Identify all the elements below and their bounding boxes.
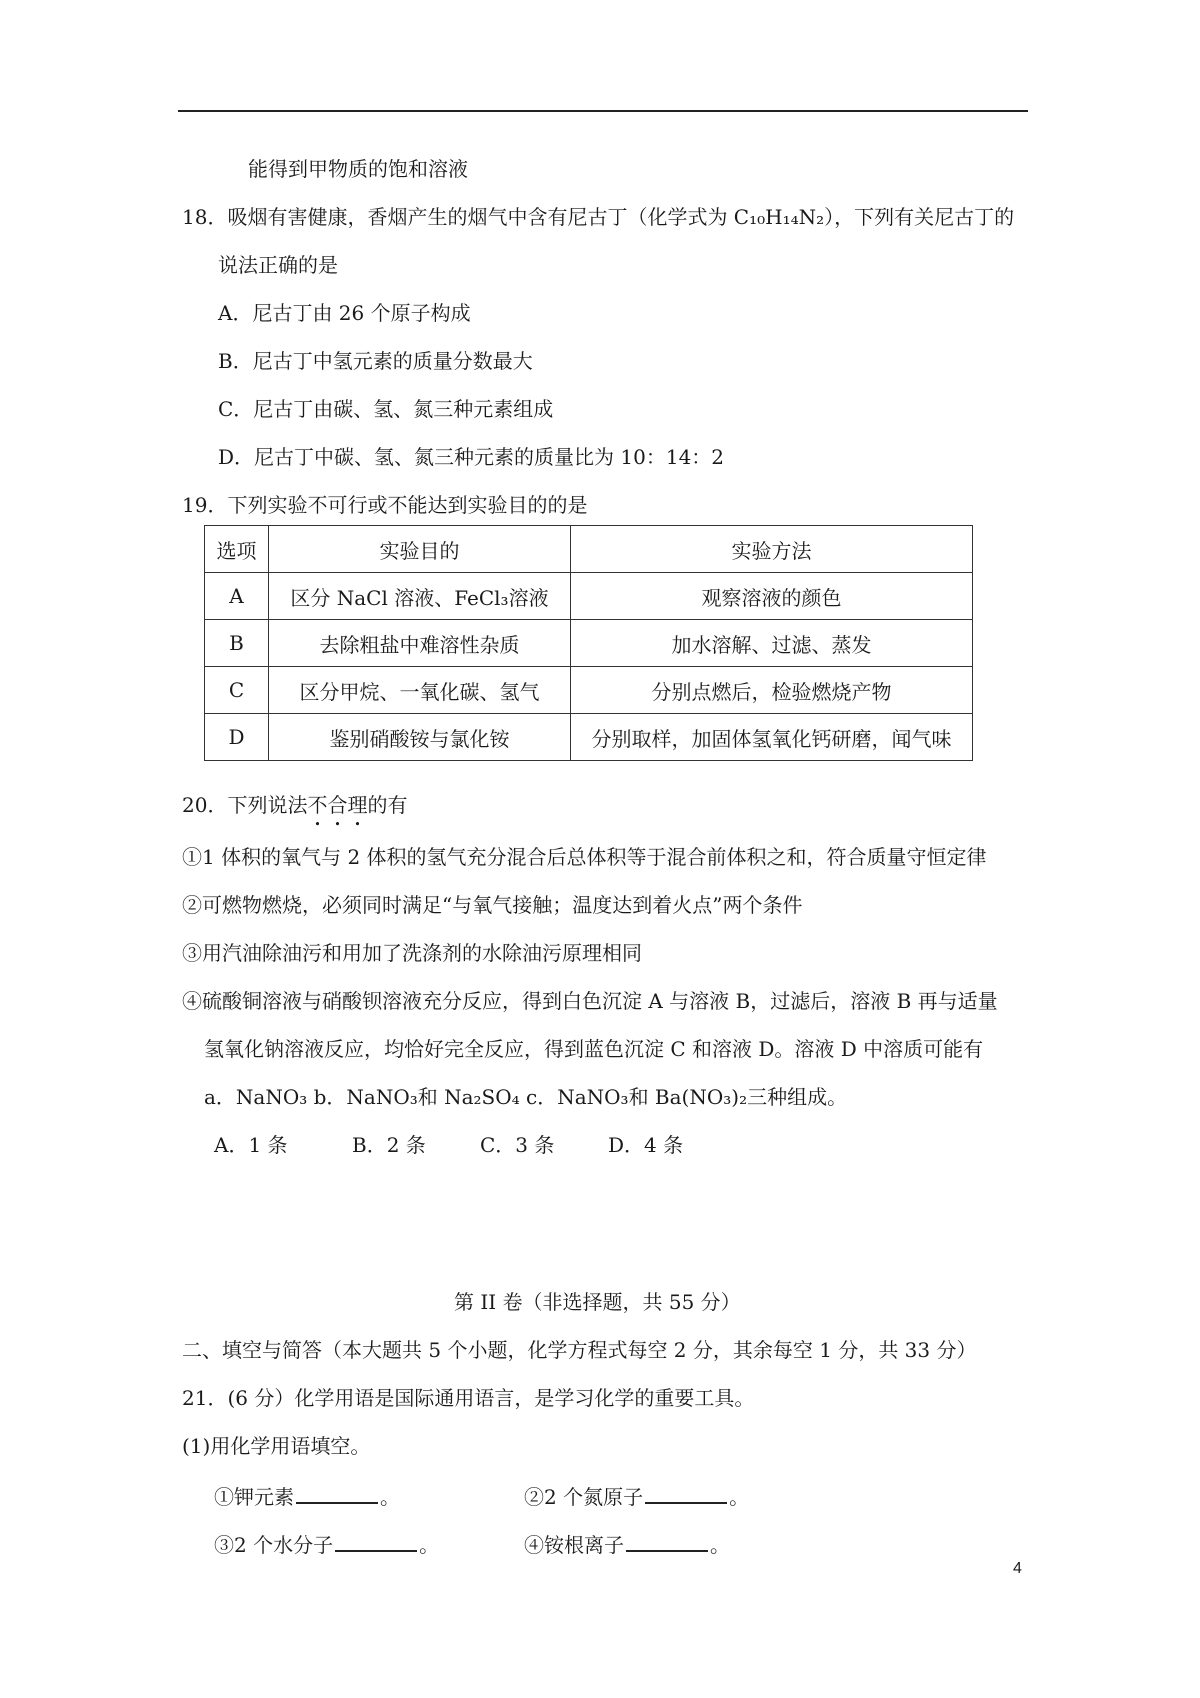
table-cell: D	[205, 714, 269, 761]
table-cell: 去除粗盐中难溶性杂质	[269, 620, 571, 667]
fill-item	[524, 1482, 749, 1509]
q18-option-b: B．尼古丁中氢元素的质量分数最大	[218, 349, 533, 373]
table-row	[205, 620, 973, 667]
q18-stem-line2: 说法正确的是	[218, 253, 338, 277]
table-cell: 观察溶液的颜色	[571, 573, 973, 620]
table-cell: 区分 NaCl 溶液、FeCl₃溶液	[269, 573, 571, 620]
table-cell: 鉴别硝酸铵与氯化铵	[269, 714, 571, 761]
q20-item-1: ①1 体积的氧气与 2 体积的氢气充分混合后总体积等于混合前体积之和，符合质量守恒定律	[182, 845, 987, 869]
q19-stem: 19．下列实验不可行或不能达到实验目的的是	[182, 493, 588, 517]
table-header-row	[205, 526, 973, 573]
table-row	[205, 573, 973, 620]
q18-option-d: D．尼古丁中碳、氢、氮三种元素的质量比为 10：14：2	[218, 445, 725, 469]
fill-period: 。	[729, 1485, 750, 1509]
q18-stem-line1: 18．吸烟有害健康，香烟产生的烟气中含有尼古丁（化学式为 C₁₀H₁₄N₂），下列有关尼古丁的	[182, 205, 1015, 229]
q20-stem	[182, 793, 407, 817]
table-cell: C	[205, 667, 269, 714]
q20-stem-suffix: 的有	[367, 793, 408, 817]
table-cell: 分别点燃后，检验燃烧产物	[571, 667, 973, 714]
q20-choice-c: C．3 条	[480, 1133, 555, 1157]
continuation-text: 能得到甲物质的饱和溶液	[248, 157, 468, 181]
q21-stem: 21．(6 分）化学用语是国际通用语言，是学习化学的重要工具。	[182, 1386, 755, 1410]
table-row	[205, 667, 973, 714]
table-row	[205, 714, 973, 761]
fill-label: ④铵根离子	[524, 1533, 624, 1557]
fill-label: ③2 个水分子	[214, 1533, 334, 1557]
header-rule	[178, 110, 1028, 112]
q21-sub1: (1)用化学用语填空。	[182, 1434, 371, 1458]
part2-title: 第 II 卷（非选择题，共 55 分）	[454, 1290, 741, 1314]
fill-item	[524, 1530, 730, 1557]
emphasis-char: 理	[347, 793, 368, 817]
fill-item	[214, 1530, 439, 1557]
fill-period: 。	[419, 1533, 440, 1557]
answer-blank[interactable]	[335, 1530, 417, 1552]
answer-blank[interactable]	[296, 1482, 378, 1504]
q20-item-2: ②可燃物燃烧，必须同时满足“与氧气接触；温度达到着火点”两个条件	[182, 893, 803, 917]
emphasis-char: 合	[327, 793, 348, 817]
q20-choice-b: B．2 条	[352, 1133, 426, 1157]
q19-table	[204, 525, 973, 761]
emphasis-char: 不	[307, 793, 328, 817]
fill-label: ②2 个氮原子	[524, 1485, 644, 1509]
page-number: 4	[1013, 1560, 1022, 1577]
answer-blank[interactable]	[645, 1482, 727, 1504]
table-header-method: 实验方法	[571, 526, 973, 573]
table-cell: A	[205, 573, 269, 620]
q20-item-4-line3: a．NaNO₃ b．NaNO₃和 Na₂SO₄ c．NaNO₃和 Ba(NO₃)₂三种组成。	[204, 1085, 848, 1109]
fill-label: ①钾元素	[214, 1485, 294, 1509]
q18-option-a: A．尼古丁由 26 个原子构成	[218, 301, 471, 325]
q20-item-4-line2: 氢氧化钠溶液反应，均恰好完全反应，得到蓝色沉淀 C 和溶液 D。溶液 D 中溶质可能有	[204, 1037, 984, 1061]
q20-choice-d: D．4 条	[608, 1133, 684, 1157]
table-cell: B	[205, 620, 269, 667]
answer-blank[interactable]	[626, 1530, 708, 1552]
table-cell: 分别取样，加固体氢氧化钙研磨，闻气味	[571, 714, 973, 761]
q20-choice-a: A．1 条	[214, 1133, 288, 1157]
fill-period: 。	[710, 1533, 730, 1557]
table-header-option: 选项	[205, 526, 269, 573]
q20-item-4-line1: ④硫酸铜溶液与硝酸钡溶液充分反应，得到白色沉淀 A 与溶液 B，过滤后，溶液 B 再与适量	[182, 989, 998, 1013]
q20-stem-prefix: 20．下列说法	[182, 793, 308, 817]
q20-item-3: ③用汽油除油污和用加了洗涤剂的水除油污原理相同	[182, 941, 642, 965]
fill-item	[214, 1482, 400, 1509]
table-cell: 区分甲烷、一氧化碳、氢气	[269, 667, 571, 714]
q18-option-c: C．尼古丁由碳、氢、氮三种元素组成	[218, 397, 554, 421]
table-header-purpose: 实验目的	[269, 526, 571, 573]
fill-period: 。	[380, 1485, 400, 1509]
section-heading: 二、填空与简答（本大题共 5 个小题，化学方程式每空 2 分，其余每空 1 分，共 33 分）	[182, 1338, 977, 1362]
table-cell: 加水溶解、过滤、蒸发	[571, 620, 973, 667]
